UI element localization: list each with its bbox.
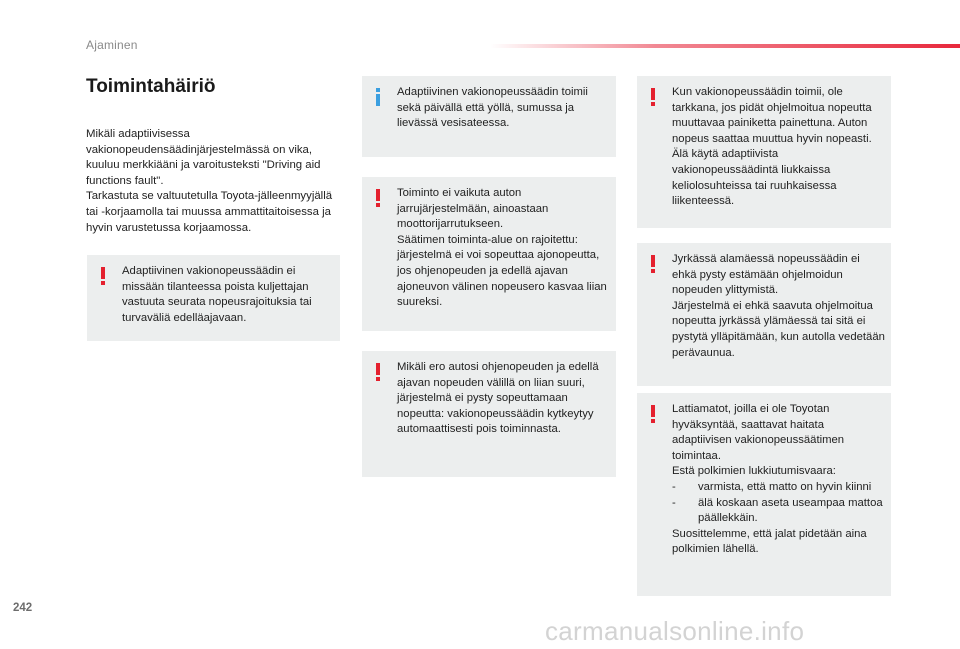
warning-box-engine-brake-p2: Säätimen toiminta-alue on rajoitettu: järjestelmä ei voi sopeuttaa ajonopeutta, jos ohjenopeuden ja edellä ajavan ajoneuvon välinen nopeusero kasvaa liian suureksi. (397, 233, 607, 309)
warning-box-button-speed (637, 76, 891, 228)
info-box-day-night (362, 76, 616, 157)
header-accent-bar (490, 44, 960, 48)
page-title: Toimintahäiriö (86, 76, 216, 97)
warning-box-left-text: Adaptiivinen vakionopeussäädin ei missään tilanteessa poista kuljettajan vastuuta seurata nopeusrajoituksia tai turvaväliä edelläajavaan. (122, 265, 312, 324)
intro-text (86, 127, 344, 236)
section-header-label: Ajaminen (86, 38, 138, 52)
warning-box-button-speed-p2: Älä käytä adaptiivista vakionopeussäädintä liukkaissa keliolosuhteissa tai ruuhkaisessa liikenteessä. (672, 148, 837, 208)
warning-box-speed-difference (362, 351, 616, 477)
list-item (672, 480, 885, 496)
page-number: 242 (13, 602, 33, 614)
warning-box-floor-mats-p3: Suosittelemme, että jalat pidetään aina polkimien lähellä. (672, 527, 867, 556)
warning-box-button-speed-p1: Kun vakionopeussäädin toimii, ole tarkkana, jos pidät ohjelmoitua nopeutta muuttavaa painiketta painettuna. Auton nopeus saattaa muuttua hyvin nopeasti. (672, 86, 872, 145)
warning-icon (650, 255, 656, 273)
list-dash: - (672, 496, 676, 509)
warning-box-engine-brake-p1: Toiminto ei vaikuta auton jarrujärjestelmään, ainoastaan moottorijarrutukseen. (397, 187, 549, 231)
warning-box-slopes-p1: Jyrkässä alamäessä nopeussäädin ei ehkä pysty estämään ohjelmoidun nopeuden ylittymistä. (672, 253, 860, 297)
list-item-text: älä koskaan aseta useampaa mattoa päällekkäin. (698, 496, 883, 525)
warning-icon (100, 267, 106, 285)
warning-box-engine-brake (362, 177, 616, 331)
warning-box-floor-mats-p1: Lattiamatot, joilla ei ole Toyotan hyväksyntää, saattavat haitata adaptiivisen vakionopeussäätimen toimintaa. (672, 403, 845, 462)
info-box-text: Adaptiivinen vakionopeussäädin toimii sekä päivällä että yöllä, sumussa ja lievässä vesisateessa. (397, 86, 588, 130)
list-item-text: varmista, että matto on hyvin kiinni (698, 480, 872, 493)
warning-box-slopes (637, 243, 891, 386)
warning-icon (375, 363, 381, 381)
warning-icon (650, 88, 656, 106)
warning-box-slopes-p2: Järjestelmä ei ehkä saavuta ohjelmoitua nopeutta jyrkässä ylämäessä tai sitä ei pystytä ylläpitämään, kun autolla vedetään perävaunua. (672, 299, 885, 359)
list-item (672, 496, 885, 527)
intro-paragraph-1: Mikäli adaptiivisessa vakionopeudensäädinjärjestelmässä on vika, kuuluu merkkiääni ja varoitusteksti "Driving aid functions fault". (86, 128, 321, 187)
warning-icon (375, 189, 381, 207)
warning-box-floor-mats-p2: Estä polkimien lukkiutumisvaara: (672, 465, 836, 478)
info-icon (375, 88, 381, 106)
watermark: carmanualsonline.info (545, 616, 805, 646)
list-dash: - (672, 480, 676, 493)
intro-paragraph-2: Tarkastuta se valtuutetulla Toyota-jälleenmyyjällä tai -korjaamolla tai muussa ammattitaitoisessa ja hyvin varustetussa korjaamossa. (86, 190, 333, 234)
warning-icon (650, 405, 656, 423)
warning-box-speed-difference-text: Mikäli ero autosi ohjenopeuden ja edellä ajavan nopeuden välillä on liian suuri, järjestelmä ei pysty sopeuttamaan nopeutta: vakionopeussäädin kytkeytyy automaattisesti pois toiminnasta. (397, 361, 599, 436)
warning-box-left (87, 255, 340, 341)
warning-box-floor-mats (637, 393, 891, 596)
